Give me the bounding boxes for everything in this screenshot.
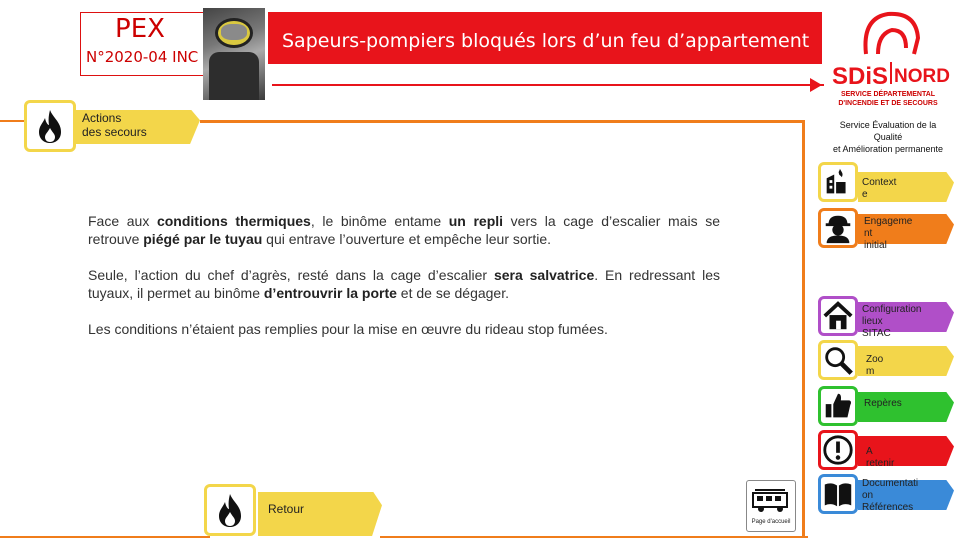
menu-label-4[interactable]: Repères [864,398,902,409]
fire-icon [215,492,245,528]
menu-label-2[interactable]: Configuration lieux SITAC [862,304,922,339]
building-fire-icon [821,165,855,199]
page-title: Sapeurs-pompiers bloqués lors d’un feu d’appartement [282,30,810,52]
paragraph-3: Les conditions n’étaient pas remplies pour la mise en œuvre du rideau stop fumées. [88,321,608,337]
thumbs-up-icon [821,389,855,423]
svg-text:SDiS: SDiS [832,63,889,90]
menu-button-1[interactable] [818,208,858,248]
menu-label-1[interactable]: Engageme nt initial [864,216,913,251]
section-icon-box [24,100,76,152]
book-icon [821,477,855,511]
exclamation-icon [821,433,855,467]
home-label: Page d'accueil [751,519,791,525]
magnifier-icon [821,343,855,377]
service-label: Service Évaluation de la Qualité et Amélioration permanente [832,120,944,154]
title-arrow [810,78,822,92]
frame-bottom-left [0,536,210,538]
fire-truck-icon [747,481,795,517]
menu-button-3[interactable] [818,340,858,380]
frame-top [200,120,805,123]
menu-label-6[interactable]: Documentati on Références [862,478,919,513]
menu-button-4[interactable] [818,386,858,426]
house-icon [821,299,855,333]
pex-title: PEX [115,14,165,44]
logo-caption: SERVICE DÉPARTEMENTAL D'INCENDIE ET DE SECOURS [838,91,938,107]
retour-icon-box[interactable] [204,484,256,536]
fire-icon [35,108,65,144]
menu-label-3[interactable]: Zoo m [866,354,884,377]
content-text [88,212,720,356]
menu-button-0[interactable] [818,162,858,202]
frame-bottom-right [380,536,808,538]
firefighter-photo [203,8,265,100]
svg-text:NORD: NORD [894,66,950,87]
menu-label-0[interactable]: Context e [862,177,897,200]
section-label: Actions des secours [82,111,147,139]
pex-number: N°2020-04 INC [86,48,199,66]
title-underline [272,84,824,86]
menu-label-5[interactable]: A retenir [866,446,895,469]
retour-button[interactable]: Retour [268,502,305,516]
paragraph-2: Seule, l’action du chef d’agrès, resté dans la cage d’escalier sera salvatrice. En redressant les tuyaux, il permet au binôme d’entrouvrir la porte et de se dégager. [88,267,720,301]
menu-button-5[interactable] [818,430,858,470]
menu-button-2[interactable] [818,296,858,336]
paragraph-1: Face aux conditions thermiques, le binôme entame un repli vers la cage d’escalier mais se retrouve piégé par le tuyau qui entrave l’ouverture et empêche leur sortie. [88,213,720,247]
firefighter-icon [821,211,855,245]
menu-button-6[interactable] [818,474,858,514]
frame-right [802,120,805,538]
